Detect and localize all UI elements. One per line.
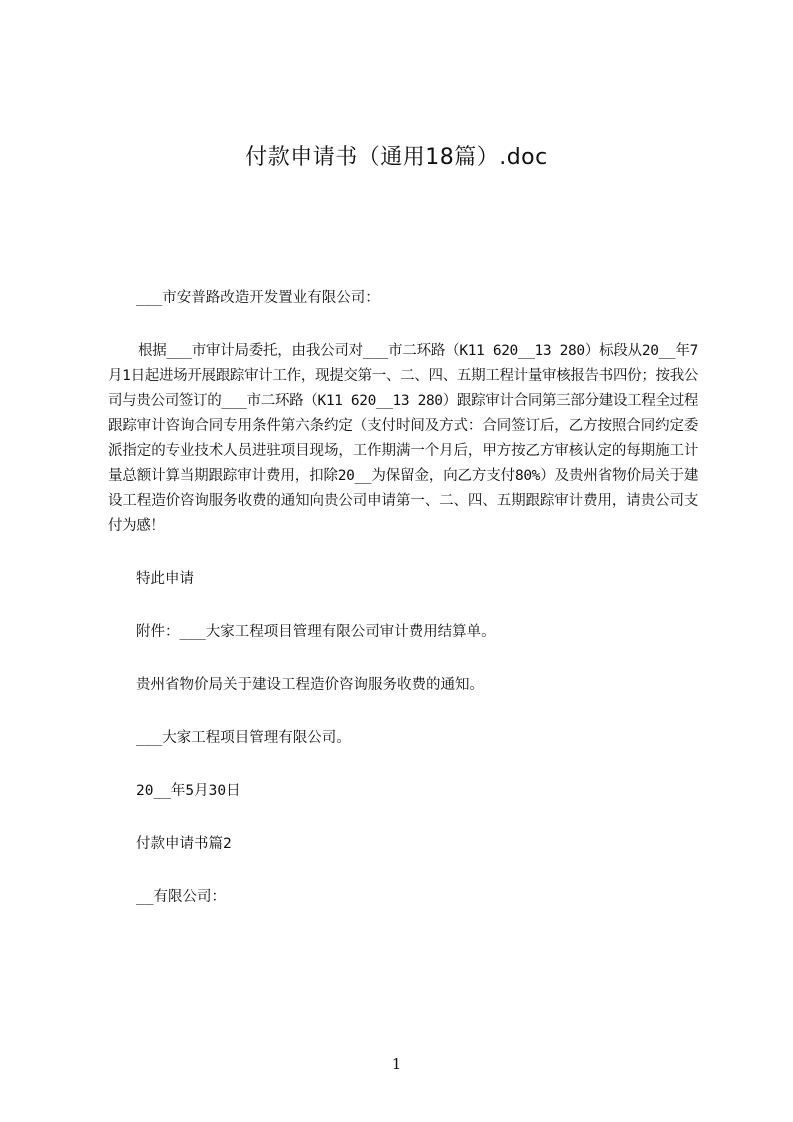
attachment-line: 附件：___大家工程项目管理有限公司审计费用结算单。 [136, 624, 496, 640]
addressee-line: ___市安普路改造开发置业有限公司： [136, 290, 380, 306]
date-line: 20__年5月30日 [136, 783, 241, 799]
section-heading: 付款申请书篇2 [136, 836, 232, 852]
page-number: 1 [391, 1055, 402, 1073]
request-body-paragraph: 根据___市审计局委托，由我公司对___市二环路（K11 620__13 280）标段从20__年7月1日起进场开展跟踪审计工作，现提交第一、二、四、五期工程计量审核报告书四份；按我公司与贵公司签订的___市二环路（K11 620__13 280）跟踪审计合同第三部分建设工程全过程跟踪审计咨询合同专用条件第六条约定（支付时间及方式：合同签订后，乙方按照合同约定委派指定的专业技术人员进驻项目现场，工作期满一个月后，甲方按乙方审核认定的每期施工计量总额计算当期跟踪审计费用，扣除20__为保留金，向乙方支付80%）及贵州省物价局关于建设工程造价咨询服务收费的通知向贵公司申请第一、二、四、五期跟踪审计费用，请贵公司支付为感！ [108, 343, 698, 534]
document-body [108, 286, 698, 938]
signature-company-line: ___大家工程项目管理有限公司。 [136, 730, 351, 746]
notice-line: 贵州省物价局关于建设工程造价咨询服务收费的通知。 [136, 677, 484, 693]
document-title: 付款申请书（通用18篇）.doc [245, 145, 548, 170]
second-addressee-line: __有限公司： [136, 889, 226, 905]
special-request-line: 特此申请 [136, 571, 194, 587]
